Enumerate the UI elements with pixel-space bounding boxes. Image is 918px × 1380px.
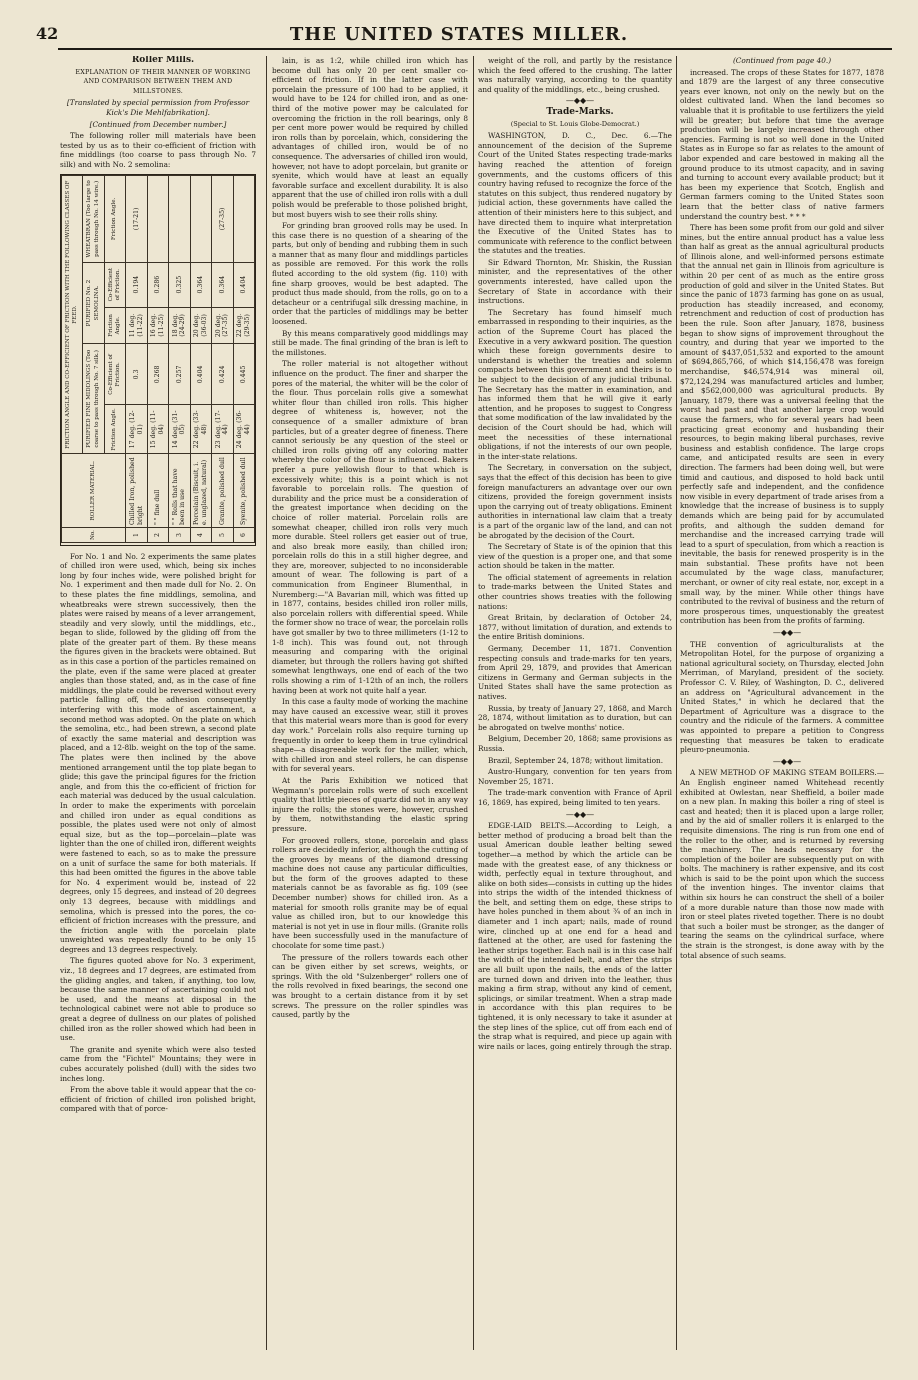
paragraph: Germany, December 11, 1871. Convention respecting consuls and trade-marks for ten years, from April 29, 1879, and provides that American citizens in Germany and German subjects in the United States shall have the same protection as natives.: [478, 644, 672, 701]
cell-a2: 22 deg. (29-35): [233, 307, 254, 344]
table-row: [212, 175, 233, 542]
paragraph: lain, is as 1:2, while chilled iron which has become dull has only 20 per cent smaller co-efficient of friction. If in the latter case with porcelain the pressure of 100 had to be applied, it would have to be 124 for chilled iron, and as one-third of the motive power may be calculated for overcoming the friction in the roll bearings, only 8 per cent more power would be required by chilled iron rolls than by porcelain, which, considering the advantages of chilled iron, would be of no consequence. The adversaries of chilled iron would, however, not have to adopt porcelain, but granite or syenite, which would have at least an equally favorable surface and excellent durability. It is also apparent that the use of chilled iron rolls with a dull polish would be preferable to those polished bright, but most buyers wish to see their rolls shiny.: [272, 56, 468, 219]
header-angle: Friction Angle.: [104, 175, 125, 262]
continued-note: [Continued from December number.]: [89, 119, 227, 129]
paragraph: increased. The crops of these States for 1877, 1878 and 1879 are the largest of any three consecutive years ever known, not only on the newly but on the oldest cultivated land. When the land becomes so valuable that it is profitable to use fertilizers the yield will be greater; but before that time the average production will be largely increased through other agencies. Farming is not so well done in the United States as in Europe so far as relates to the amount of labor expended and care bestowed in making all the ground produce to its utmost capacity, and in saving and turning to account every available product; but it has been my experience that Scotch, English and German farmers coming to the United States soon learn that the better class of native farmers understand the country best. * * *: [680, 67, 884, 221]
paragraph: EDGE-LAID BELTS.—According to Leigh, a better method of producing a broad belt than the usual American double leather belting sewed together—a method by which the article can be made with the greatest ease, of any thickness or width, perfectly equal in texture throughout, and alike on both sides—consists in cutting up the hides into strips the width of the intended thickness of the belt, and setting them on edge, these strips to have holes punched in them about ¾ of an inch in diameter and 1 inch apart; nails, made of round wire, clinched up at one end for a head and flattened at the other, are used for fastening the leather strips together. Each nail is in this case half the width of the intended belt, and after the strips are all built upon the nails, the ends of the latter are turned down and driven into the leather, thus making a firm strap, without any kind of cement, splicings, or similar treatment. When a strap made in accordance with this plan requires to be tightened, it is only necessary to take it asunder at the step lines of the splice, cut off from each end of the strap what is required, and piece up again with wire nails or laces, going entirely through the strap.: [478, 821, 672, 1051]
paragraph: The figures quoted above for No. 3 experiment, viz., 18 degrees and 17 degrees, are estimated from the gliding angles, and taken, if anything, too low, because the same manner of ascertaining could not be used, and the means at disposal in the technological cabinet were not able to produce so great a degree of dullness on our plates of polished chilled iron as the roller showed which had been in use.: [60, 956, 256, 1043]
friction-table-box: [60, 174, 256, 546]
table-body: [126, 175, 255, 542]
paragraph: The Secretary of State is of the opinion that this view of the question is a proper one, and that some action should be taken in the matter.: [478, 542, 672, 571]
cell-no: 2: [147, 527, 168, 542]
header-fine-middlings: PURIFIED FINE MIDDLINGS (Too coarse to pass through No. 7 silk.): [83, 343, 104, 453]
cell-c1: 0.445: [233, 343, 254, 404]
paragraph: WASHINGTON, D. C., Dec. 6.—The announcement of the decision of the Supreme Court of the United States respecting trade-marks having reached the attention of foreign governments, and the customs officers of this country having refused to recognize the force of the statutes on this subject, thus rendered nugatory by judicial action, these governments have called the attention of their ministers here to this subject, and have directed them to inquire what interpretation the Executive of the United States has to communicate with reference to the conflict between the statutes and the treaties.: [478, 131, 672, 256]
cell-no: 5: [212, 527, 233, 542]
cell-material: " " Rolls that have been in use: [169, 453, 190, 527]
paragraph: By this means comparatively good middlings may still be made. The final grinding of the bran is left to the millstones.: [272, 328, 468, 357]
cell-a3: (17-21): [126, 175, 147, 262]
article-title: Roller Mills.: [131, 56, 195, 65]
paragraph: The roller material is not altogether without influence on the product. The finer and sharper the pores of the material, the whiter will be the color of the flour. Thus porcelain rolls give a somewhat whiter flour than chilled iron rolls. This higher degree of whiteness is, however, not the consequence of a smaller admixture of bran particles, but of a greater degree of fineness. There cannot seriously be any question of the steel or chilled iron rolls giving off any coloring matter whereby the color of the flour is influenced. Bakers prefer a pure yellowish flour to that which is excessively white; this is a point which is not favorable to porcelain rolls. The question of durability and the price must be a consideration of the greatest importance when deciding on the choice of roller material. Porcelain rolls are somewhat cheaper, chilled iron rolls very much more durable. Steel rollers get easier out of true, and also break more easily, than chilled iron; porcelain rolls do this in a still higher degree, and they are, moreover, subjected to no inconsiderable amount of wear. The following is part of a communication from Engineer Blumenthal, in Nuremberg:—"A Bavarian mill, which was fitted up in 1877, contains, besides chilled iron roller mills, also porcelain rollers with differential speed. While the former show no trace of wear, the porcelain rolls have got smaller by two to three millimeters (1-12 to 1-8 inch). This was found out, not through measuring and comparing with the original diameter, but through the rollers having got shifted somewhat lengthways, one end of each of the two rolls showing a rim of 1-12th of an inch, the rollers having been at work not quite half a year.: [272, 359, 468, 695]
paragraph: Belgium, December 20, 1868; same provisions as Russia.: [478, 734, 672, 753]
paragraph: The Secretary has found himself much embarrassed in responding to their inquiries, as the action of the Supreme Court has placed the Executive in a very awkward position. The question which these foreign governments desire to understand is whether the treaties and solemn compacts between this government and theirs is to be subject to the decision of any judicial tribunal. The Secretary has the matter in examination, and has informed them that he will give it early attention, and he proposes to suggest to Congress that some modification of the law invalidated by the decision of the Court should be had, which will meet the necessities of these international obligations, if not the interests of our own people, in the inter-state relations.: [478, 307, 672, 461]
cell-c2: 0.194: [126, 262, 147, 307]
column-3: [478, 56, 672, 1354]
cell-a2: 11 deg. (11-22): [126, 307, 147, 344]
cell-c2: 0.404: [233, 262, 254, 307]
paragraph: From the above table it would appear that the co-efficient of friction of chilled iron polished bright, compared with that of porce-: [60, 1085, 256, 1114]
paragraph: The granite and syenite which were also tested came from the "Fichtel" Mountains; they were in cubes accurately polished (dull) with the sides two inches long.: [60, 1044, 256, 1083]
cell-a1: 24 deg. (36-44): [233, 404, 254, 453]
masthead: THE UNITED STATES MILLER.: [289, 24, 629, 45]
paragraph: For grinding bran grooved rolls may be used. In this case there is no question of a shearing of the parts, but only of bending and rubbing them in such a manner that as many flour and middlings particles as possible are removed. For this work the rolls fluted according to the old system (fig. 110) with fine sharp grooves, would be best adapted. The product thus made should, from the rolls, go on to a detacheur or a centrifugal silk dressing machine, in order that the particles of middlings may be better loosened.: [272, 221, 468, 327]
continued-paragraph: weight of the roll, and partly by the resistance which the feed offered to the crushing. The latter was naturally varying, according to the quantity and quality of the middlings, etc., being crushed.: [478, 56, 672, 94]
table-row: [169, 175, 190, 542]
table-row: [190, 175, 211, 542]
cell-a3: (27-35): [212, 175, 233, 262]
header-material: ROLLER MATERIAL.: [62, 453, 126, 527]
cell-a1: 22 deg. (33-48): [190, 404, 211, 453]
paragraph: The pressure of the rollers towards each other can be given either by set screws, weights, or springs. With the old "Sulzenberger" rollers one of the rolls revolved in fixed bearings, the second one was brought to a certain distance from it by set screws. The pressure on the roller spindles was caused, partly by the: [272, 952, 468, 1020]
cell-c2: 0.364: [212, 262, 233, 307]
section-divider: —◆◆—: [565, 96, 595, 106]
trade-marks-title: Trade-Marks.: [546, 106, 614, 117]
cell-no: 4: [190, 527, 211, 542]
column-divider: [676, 56, 677, 1350]
cell-a3: [190, 175, 211, 262]
paragraph: For No. 1 and No. 2 experiments the same plates of chilled iron were used, which, being six inches long by four inches wide, were polished bright for No. 1 experiment and then made dull for No. 2. On to these plates the fine middlings, semolina, and wheatbreaks were strewn successively, then the plates were raised by means of a lever arrangement, steadily and very slowly, until the middlings, etc., began to slide, followed by the gliding off from the plate of the greater part of them. By these means the figures given in the brackets were obtained. But as in this case a portion of the particles remained on the plate, even if the same were placed at greater angles than those stated, and, as in the case of fine middlings, the plate could be reversed without every particle falling off, the adhesion consequently interfering with this mode of ascertainment, a second method was adopted. On the plate on which the semolina, etc., had been strewn, a second plate of exactly the same material and description was placed, and a 12-8lb. weight on the top of the same. The plates were then inclined by the above mentioned arrangement until the top plate began to glide; this gave the principal figures for the friction angle, and from this the co-efficient of friction for each material was deduced by the usual calculation. In order to make the experiments with porcelain and chilled iron under as equal conditions as possible, the plates used were not only of almost equal size, but as the top—porcelain—plate was lighter than the one of chilled iron, different weights were fastened to each, so as to make the pressure on a unit of surface the same for both materials. If this had been omitted the figures in the above table for No. 4 experiment would be, instead of 22 degrees, only 15 degrees, and instead of 20 degrees only 13 degrees, because with middlings and semolina, which is pressed into the pores, the co-efficient of friction increases with the pressure, and the friction angle with the porcelain plate unweighted was repeatedly found to be only 15 degrees and 13 degrees respectively.: [60, 551, 256, 954]
cell-c2: 0.325: [169, 262, 190, 307]
paragraph: Great Britain, by declaration of October 24, 1877, without limitation of duration, and extends to the entire British dominions.: [478, 613, 672, 642]
cell-c1: 0.424: [212, 343, 233, 404]
cell-c1: 0.257: [169, 343, 190, 404]
cell-a2: 20 deg. (36-03): [190, 307, 211, 344]
cell-material: Chilled Iron, polished bright: [126, 453, 147, 527]
cell-a3: [233, 175, 254, 262]
section-divider: —◆◆—: [565, 809, 595, 819]
table-row: [233, 175, 254, 542]
cell-no: 6: [233, 527, 254, 542]
cell-c2: 0.286: [147, 262, 168, 307]
paragraph: A NEW METHOD OF MAKING STEAM BOILERS.—An English engineer named Whitehead recently exhibited at Owlestan, near Sheffield, a boiler made on a new plan. In making this boiler a ring of steel is cast and heated; then it is placed upon a large roller, and by the aid of smaller rollers it is enlarged to the requisite dimensions. The ring is run from one end of the roller to the other, and is returned by reversing the machinery. The heads necessary for the completion of the boiler are subsequently put on with bolts. The machinery is rather expensive, and its cost which is said to be the point upon which the success of the invention hinges. The inventor claims that within six hours he can construct the shell of a boiler of a more durable nature than those now made with iron or steel plates riveted together. There is no doubt that such a boiler must be stronger, as the danger of tearing the seams on the cylindrical surface, where the strain is the strongest, is done away with by the total absence of such seams.: [680, 768, 884, 960]
cell-a2: 18 deg. (24-29): [169, 307, 190, 344]
paragraph: Sir Edward Thornton, Mr. Shiskin, the Russian minister, and the representatives of the other governments interested, have called upon the Secretary of State in accordance with their instructions.: [478, 257, 672, 306]
column-3-body: [478, 131, 672, 1051]
column-1-body: [60, 552, 256, 1114]
cell-material: Syenite, polished dull: [233, 453, 254, 527]
header-angle: Friction Angle.: [104, 404, 125, 453]
cell-c1: 0.404: [190, 343, 211, 404]
header-angle: Friction Angle.: [104, 307, 125, 344]
cell-no: 3: [169, 527, 190, 542]
cell-material: Porcelain (Biscuit, i. e. unglazed, natural): [190, 453, 211, 527]
table-row: [147, 175, 168, 542]
cell-a2: 20 deg. (27-35): [212, 307, 233, 344]
paragraph: The Secretary, in conversation on the subject, says that the effect of this decision has been to give foreign manufacturers an advantage over our own citizens, provided the foreign government insists upon the carrying out of treaty obligations. Eminent authorities in international law claim that a treaty is a part of the organic law of the land, and can not be abrogated by the decision of the Court.: [478, 463, 672, 540]
friction-table: [61, 175, 255, 543]
cell-a3: [169, 175, 190, 262]
paragraph: At the Paris Exhibition we noticed that Wegmann's porcelain rolls were of such excellent quality that little pieces of quartz did not in any way injure the rolls; the stones were, however, crushed by them, notwithstanding the elastic spring pressure.: [272, 775, 468, 833]
cell-c1: 0.3: [126, 343, 147, 404]
table-title: FRICTION ANGLE AND CO-EFFICIENT OF FRICTION WITH THE FOLLOWING CLASSES OF FEED.: [62, 175, 83, 453]
column-2: [272, 56, 468, 1354]
cell-a3: [147, 175, 168, 262]
special-note: (Special to St. Louis Globe-Democrat.): [510, 119, 640, 128]
paragraph: The official statement of agreements in relation to trade-marks between the United States and other countries shows treaties with the following nations:: [478, 572, 672, 611]
translation-note: [Translated by special permission from Professor Kick's Die Mehlfabrikation].: [66, 98, 250, 117]
paragraph: The trade-mark convention with France of April 16, 1869, has expired, being limited to ten years.: [478, 788, 672, 807]
paragraph: Russia, by treaty of January 27, 1868, and March 28, 1874, without limitation as to duration, but can be abrogated on twelve months' notice.: [478, 703, 672, 732]
cell-no: 1: [126, 527, 147, 542]
cell-a1: 15 deg. (11-04): [147, 404, 168, 453]
column-2-body: [272, 56, 468, 1020]
cell-a1: 23 deg. (17-44): [212, 404, 233, 453]
masthead-rule: [58, 48, 892, 50]
cell-a1: 17 deg. (12-01): [126, 404, 147, 453]
cell-material: " " fine dull: [147, 453, 168, 527]
column-4-body: [680, 68, 884, 961]
paragraph: In this case a faulty mode of working the machine may have caused an excessive wear, still it proves that this material wears more than is good for every day work." Porcelain rolls also require turning up frequently in order to keep them in true cylindrical shape—a disagreeable work for the miller, which, with chilled iron and steel rollers, he can dispense with for several years.: [272, 697, 468, 774]
header-coef: Co-Efficient of Friction.: [104, 262, 125, 307]
article-subtitle: EXPLANATION OF THEIR MANNER OF WORKING AND COMPARISON BETWEEN THEM AND MILLSTONES.: [75, 67, 251, 95]
header-semolina: PURIFIED No. 2 SEMOLINA.: [83, 262, 104, 344]
paragraph: For grooved rollers, stone, porcelain and glass rollers are decidedly inferior, although the cutting of the grooves by means of the diamond dressing machine does not cause any particular difficulties, but the form of the grooves adapted to these materials cannot be as favorable as fig. 109 (see December number) shows for chilled iron. As a material for smooth rolls granite may be of equal value as chilled iron, but to our knowledge this material is not yet in use in flour mills. (Granite rolls have been successfully used in the manufacture of chocolate for some time past.): [272, 835, 468, 951]
column-divider: [473, 56, 474, 1350]
paragraph: There has been some profit from our gold and silver mines, but the entire annual product has a value less than half as great as the annual agricultural products of Illinois alone, and well-informed persons estimate that the annual net gain in Illinois from agriculture is within 20 per cent of as much as the entire gross production of gold and silver in the United States. But since the panic of 1873 farming has gone on as usual, production has steadily increased, and economy, retrenchment and reduction of cost of production has been the rule. Soon after January, 1878, business began to show signs of improvement throughout the country, and during that year we imported to the amount of $437,051,532 and exported to the amount of $694,865,766, of which $14,156,478 was foreign merchandise, $46,574,914 was mineral oil, $72,124,294 was manufactured articles and lumber, and $562,000,000 was agricultural products. By January, 1879, there was a universal feeling that the worst had past and that another large crop would cause the farmers, who for several years had been practicing great economy and husbanding their resources, to begin making liberal purchases, revive business and establish confidence. The large crops came, and anticipated results are seen in every direction. The farmers had been doing well, but were timid and cautious, and disposed to hold back until perfectly safe and independent, and the confidence now visible in every department of trade arises from a knowledge that the increase of business is to supply demands which are being paid for by accumulated profits, and although the sudden demand for merchandise and the increased carrying trade will lead to a spurt of speculation, from which a reaction is inevitable, the basis for renewed prosperity is in the main substantial. These profits have not been accumulated by the wage class, manufacturer, merchant, or owner of city real estate, nor, except in a small way, by the miner. While other things have contributed to the revival of business and the return of more prosperous times, unquestionably the greatest contribution has been from the profits of farming.: [680, 223, 884, 626]
cell-material: Granite, polished dull: [212, 453, 233, 527]
section-divider: —◆◆—: [772, 756, 802, 766]
intro-paragraph: The following roller mill materials have been tested by us as to their co-efficient of friction with fine middlings (too coarse to pass through No. 7 silk) and with No. 2 semolina:: [60, 131, 256, 169]
friction-table-rotated: [61, 175, 255, 543]
column-divider: [266, 56, 267, 1350]
section-divider: —◆◆—: [772, 628, 802, 638]
column-4: [680, 56, 884, 1354]
table-row: [126, 175, 147, 542]
cell-c1: 0.268: [147, 343, 168, 404]
header-no: No.: [62, 527, 126, 542]
paragraph: THE convention of agriculturalists at the Metropolitan Hotel, for the purpose of organizing a national agricultural society, on Thursday, elected John Merriman, of Maryland, president of the society. Professor C. V. Riley, of Washington, D. C., delivered an address on "Agricultural advancement in the United States," in which he declared that the Department of Agriculture was a disgrace to the country and the ridicule of the farmers. A committee was appointed to prepare a petition to Congress requesting that measures be taken to eradicate pleuro-pneumonia.: [680, 639, 884, 755]
paragraph: Austro-Hungary, convention for ten years from November 25, 1871.: [478, 767, 672, 786]
column-1: [60, 56, 256, 1354]
cell-c2: 0.364: [190, 262, 211, 307]
cell-a1: 14 deg. (31-05): [169, 404, 190, 453]
cell-a2: 16 deg. (11-25): [147, 307, 168, 344]
paragraph: Brazil, September 24, 1878; without limitation.: [488, 755, 664, 765]
continued-from-note: (Continued from page 40.): [732, 56, 832, 65]
header-coef: Co-Efficient of Friction.: [104, 343, 125, 404]
page-number: 42: [36, 24, 59, 43]
header-wheatbran: WHEATBRAN (Too large to pass through No. 14 wire.): [83, 175, 104, 262]
